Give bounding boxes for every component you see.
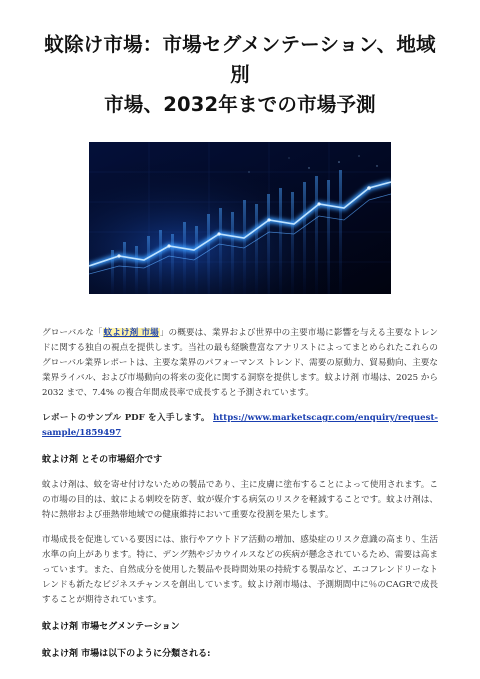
growth-drivers-paragraph: 市場成長を促進している要因には、旅行やアウトドア活動の増加、感染症のリスク意識の高まり、生活水準の向上があります。特に、デング熱やジカウイルスなどの疾病が懸念されているため、需要は高まっています。また、自然成分を使用した製品や長時間効果の持続する製品など、エコフレンドリーなトレンドも新たなビジネスチャンスを創出しています。蚊よけ剤市場は、予測期間中に％のCAGRで成長することが期待されています。 bbox=[42, 535, 438, 605]
intro-prefix: グローバルな「 bbox=[42, 328, 103, 338]
segmentation-subheading: 蚊よけ剤 市場は以下のように分類される: bbox=[42, 649, 211, 659]
intro-paragraph bbox=[42, 326, 438, 401]
sample-request-line bbox=[42, 411, 438, 441]
page-title bbox=[42, 0, 438, 120]
intro-suffix: 」の概要は、業界および世界中の主要市場に影響を与える主要なトレンドに関する独自の視点を提供します。当社の最も経験豊富なアナリストによってまとめられたこれらのグローバル業界レポートは、主要な業界のパフォーマンス トレンド、需要の原動力、貿易動向、主要な業界ライバル、および市場動向の将来の変化に関する洞察を提供します。蚊よけ剤 市場は、2025 から 2032 まで、7.4% の複合年間成長率で成長すると予測されています。 bbox=[42, 328, 438, 398]
title-line-1: 蚊除け市場：市場セグメンテーション、地域別 bbox=[44, 33, 436, 86]
growth-chart-image bbox=[89, 142, 391, 294]
sample-label: レポートのサンプル PDF を入手します。 bbox=[42, 413, 210, 423]
sample-request-link[interactable]: https://www.marketscagr.com/enquiry/request-sample/1859497 bbox=[42, 413, 438, 438]
market-description-paragraph: 蚊よけ剤は、蚊を寄せ付けないための製品であり、主に皮膚に塗布することによって使用されます。この市場の目的は、蚊による刺咬を防ぎ、蚊が媒介する病気のリスクを軽減することです。蚊よけ剤は、特に熱帯および亜熱帯地域での健康維持において重要な役割を果たします。 bbox=[42, 480, 438, 520]
title-line-2: 市場、2032年までの市場予測 bbox=[104, 93, 376, 116]
section-heading-intro: 蚊よけ剤 とその市場紹介です bbox=[42, 455, 163, 465]
section-heading-segmentation: 蚊よけ剤 市場セグメンテーション bbox=[42, 622, 180, 632]
market-highlight-link[interactable]: 蚊よけ剤 市場 bbox=[103, 328, 159, 338]
